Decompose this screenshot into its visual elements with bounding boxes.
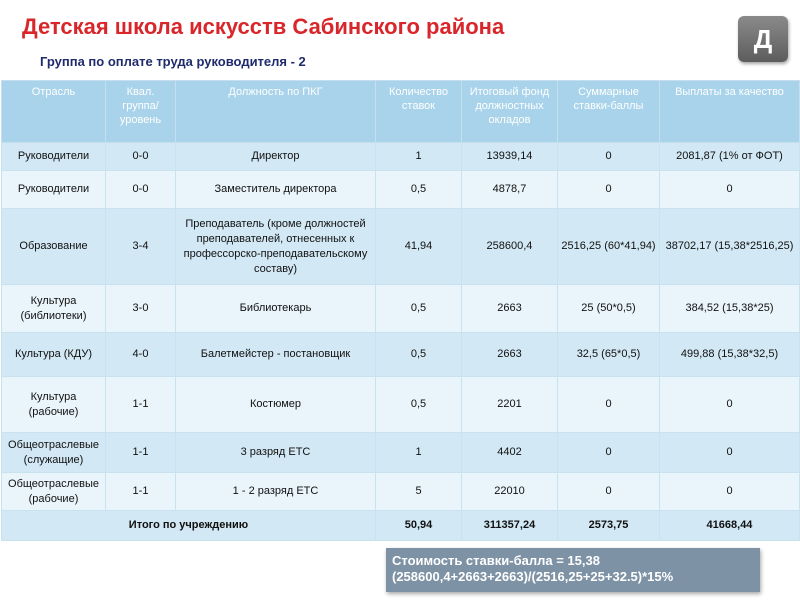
page-title: Детская школа искусств Сабинского района bbox=[22, 14, 505, 39]
cell-otrasl: Культура (рабочие) bbox=[2, 377, 106, 433]
cell-vyplaty: 38702,17 (15,38*2516,25) bbox=[660, 209, 800, 285]
cell-vyplaty: 0 bbox=[660, 433, 800, 473]
cell-dolzhnost: Преподаватель (кроме должностей преподавателей, отнесенных к профессорско-преподавательскому составу) bbox=[176, 209, 376, 285]
total-row bbox=[2, 511, 800, 541]
cell-vyplaty: 2081,87 (1% от ФОТ) bbox=[660, 143, 800, 171]
cell-fond: 4402 bbox=[462, 433, 558, 473]
total-fond: 311357,24 bbox=[462, 511, 558, 541]
cell-stavki: 0,5 bbox=[376, 333, 462, 377]
table-row bbox=[2, 433, 800, 473]
cell-kval: 0-0 bbox=[106, 143, 176, 171]
cell-stavki: 41,94 bbox=[376, 209, 462, 285]
header-dolzhnost: Должность по ПКГ bbox=[176, 81, 376, 143]
header-vyplaty: Выплаты за качество bbox=[660, 81, 800, 143]
cell-bally: 2516,25 (60*41,94) bbox=[558, 209, 660, 285]
cell-otrasl: Общеотраслевые (служащие) bbox=[2, 433, 106, 473]
cell-bally: 25 (50*0,5) bbox=[558, 285, 660, 333]
cell-kval: 1-1 bbox=[106, 433, 176, 473]
cell-stavki: 0,5 bbox=[376, 171, 462, 209]
table-row bbox=[2, 143, 800, 171]
cell-fond: 22010 bbox=[462, 473, 558, 511]
cell-bally: 0 bbox=[558, 473, 660, 511]
formula-line-1: Стоимость ставки-балла = 15,38 bbox=[392, 553, 600, 568]
header-summarnye-bally: Суммарные ставки-баллы bbox=[558, 81, 660, 143]
table-row bbox=[2, 171, 800, 209]
cell-kval: 1-1 bbox=[106, 377, 176, 433]
formula-box bbox=[386, 548, 760, 592]
cell-vyplaty: 0 bbox=[660, 171, 800, 209]
cell-kval: 3-4 bbox=[106, 209, 176, 285]
table-row bbox=[2, 333, 800, 377]
total-bally: 2573,75 bbox=[558, 511, 660, 541]
cell-dolzhnost: Заместитель директора bbox=[176, 171, 376, 209]
cell-fond: 2663 bbox=[462, 333, 558, 377]
header-itogovyj-fond: Итоговый фонд должностных окладов bbox=[462, 81, 558, 143]
cell-vyplaty: 0 bbox=[660, 377, 800, 433]
total-stavki: 50,94 bbox=[376, 511, 462, 541]
pay-table bbox=[1, 80, 800, 541]
header-kval-gruppa: Квал. группа/ уровень bbox=[106, 81, 176, 143]
cell-dolzhnost: 3 разряд ЕТС bbox=[176, 433, 376, 473]
cell-vyplaty: 384,52 (15,38*25) bbox=[660, 285, 800, 333]
cell-bally: 32,5 (65*0,5) bbox=[558, 333, 660, 377]
cell-otrasl: Культура (библиотеки) bbox=[2, 285, 106, 333]
cell-vyplaty: 499,88 (15,38*32,5) bbox=[660, 333, 800, 377]
table-row bbox=[2, 209, 800, 285]
cell-fond: 4878,7 bbox=[462, 171, 558, 209]
cell-bally: 0 bbox=[558, 171, 660, 209]
cell-bally: 0 bbox=[558, 143, 660, 171]
cell-kval: 4-0 bbox=[106, 333, 176, 377]
cell-stavki: 1 bbox=[376, 143, 462, 171]
cell-fond: 2201 bbox=[462, 377, 558, 433]
cell-kval: 1-1 bbox=[106, 473, 176, 511]
cell-kval: 0-0 bbox=[106, 171, 176, 209]
cell-bally: 0 bbox=[558, 433, 660, 473]
cell-dolzhnost: Директор bbox=[176, 143, 376, 171]
cell-stavki: 0,5 bbox=[376, 377, 462, 433]
cell-otrasl: Культура (КДУ) bbox=[2, 333, 106, 377]
cell-stavki: 1 bbox=[376, 433, 462, 473]
total-label: Итого по учреждению bbox=[2, 511, 376, 541]
header-otrasl: Отрасль bbox=[2, 81, 106, 143]
cell-otrasl: Руководители bbox=[2, 143, 106, 171]
formula-line-2: (258600,4+2663+2663)/(2516,25+25+32.5)*15% bbox=[392, 569, 674, 584]
cell-dolzhnost: Библиотекарь bbox=[176, 285, 376, 333]
cell-stavki: 5 bbox=[376, 473, 462, 511]
cell-bally: 0 bbox=[558, 377, 660, 433]
cell-otrasl: Руководители bbox=[2, 171, 106, 209]
cell-fond: 258600,4 bbox=[462, 209, 558, 285]
table-row bbox=[2, 285, 800, 333]
header-kolichestvo-stavok: Количество ставок bbox=[376, 81, 462, 143]
cell-stavki: 0,5 bbox=[376, 285, 462, 333]
cell-dolzhnost: 1 - 2 разряд ЕТС bbox=[176, 473, 376, 511]
cell-kval: 3-0 bbox=[106, 285, 176, 333]
page-subtitle: Группа по оплате труда руководителя - 2 bbox=[40, 54, 306, 69]
cell-dolzhnost: Костюмер bbox=[176, 377, 376, 433]
table-header-row bbox=[2, 81, 800, 143]
nav-badge-button[interactable]: Д bbox=[738, 16, 788, 62]
cell-dolzhnost: Балетмейстер - постановщик bbox=[176, 333, 376, 377]
total-vyplaty: 41668,44 bbox=[660, 511, 800, 541]
cell-otrasl: Образование bbox=[2, 209, 106, 285]
cell-fond: 2663 bbox=[462, 285, 558, 333]
table-row bbox=[2, 377, 800, 433]
cell-fond: 13939,14 bbox=[462, 143, 558, 171]
cell-otrasl: Общеотраслевые (рабочие) bbox=[2, 473, 106, 511]
cell-vyplaty: 0 bbox=[660, 473, 800, 511]
table-row bbox=[2, 473, 800, 511]
